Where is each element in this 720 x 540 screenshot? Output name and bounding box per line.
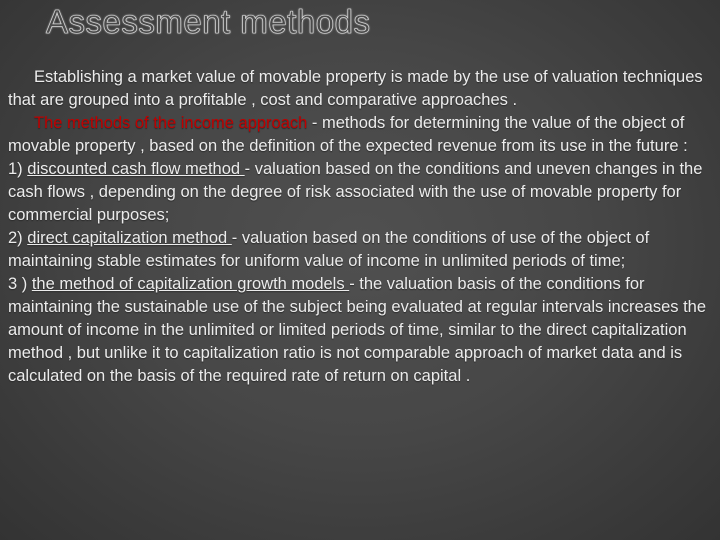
- method-name: discounted cash flow method: [27, 160, 245, 178]
- method-item-2: [8, 227, 714, 273]
- income-approach-text: - methods for determining the value of the object of movable property , based on the definition of the expected revenue from its use in the future :: [8, 114, 688, 155]
- method-description: - the valuation basis of the conditions for maintaining the sustainable use of the subject being evaluated at regular intervals increases the amount of income in the unlimited or limited periods of time, similar to the direct capitalization method , but unlike it to capitalization ratio is not comparable approach of market data and is calculated on the basis of the required rate of return on capital .: [8, 275, 707, 385]
- slide-body: [8, 66, 714, 388]
- method-number: 2): [8, 229, 28, 247]
- method-name: direct capitalization method: [27, 229, 232, 247]
- method-item-3: [8, 273, 714, 388]
- income-approach-paragraph: [8, 112, 714, 158]
- method-number: 3 ): [8, 275, 32, 293]
- income-approach-highlight: The methods of the income approach: [34, 114, 308, 132]
- method-number: 1): [8, 160, 28, 178]
- method-name: the method of capitalization growth models: [31, 275, 350, 293]
- method-description: - valuation based on the conditions and uneven changes in the cash flows , depending on the degree of risk associated with the use of movable property for commercial purposes;: [8, 160, 703, 224]
- method-description: - valuation based on the conditions of use of the object of maintaining stable estimates for uniform value of income in unlimited periods of time;: [8, 229, 650, 270]
- slide-title: Assessment methods: [46, 3, 371, 40]
- method-item-1: [8, 158, 714, 227]
- intro-paragraph: Establishing a market value of movable property is made by the use of valuation techniques that are grouped into a profitable , cost and comparative approaches .: [8, 68, 703, 109]
